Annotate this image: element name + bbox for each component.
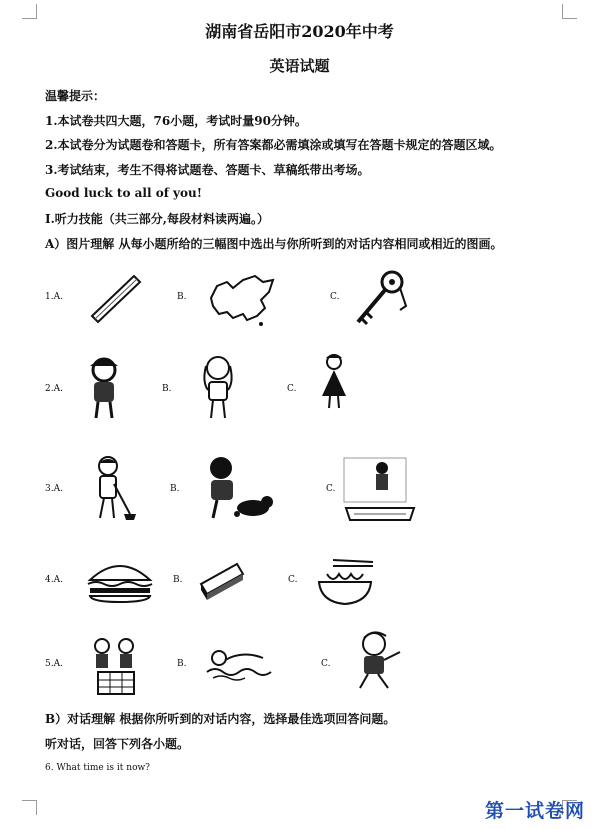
notes-heading: 温馨提示： — [45, 89, 106, 103]
q1-option-c: C. — [330, 292, 340, 302]
q4-option-c: C. — [288, 575, 298, 585]
q1-option-b: B. — [177, 292, 187, 302]
note-3: 3.考试结束，考生不得将试题卷、答题卡、草稿纸带出考场。 — [45, 163, 370, 177]
note-1: 1.本试卷共四大题，76小题，考试时量90分钟。 — [45, 114, 307, 128]
girl-with-dog-image — [197, 452, 277, 524]
q5-option-b: B. — [177, 659, 187, 669]
q2-option-c: C. — [287, 384, 297, 394]
question-6: 6. What time is it now? — [45, 763, 151, 773]
listen-instruction: 听对话，回答下列各小题。 — [45, 737, 190, 751]
hamburger-image — [84, 558, 156, 604]
crop-mark-top-right — [562, 4, 577, 19]
watermark-logo: 第一试卷网 — [484, 800, 585, 822]
q3-label: 3.A. — [45, 484, 63, 494]
q4-option-b: B. — [173, 575, 183, 585]
section1-heading: I.听力技能（共三部分,每段材料读两遍。） — [45, 212, 269, 226]
page-title: 湖南省岳阳市2020年中考 — [205, 22, 394, 41]
noodles-image — [313, 556, 377, 608]
q5-label: 5.A. — [45, 659, 63, 669]
map-image — [203, 272, 278, 328]
q3-option-b: B. — [170, 484, 180, 494]
q2-option-b: B. — [162, 384, 172, 394]
child-playing-image — [346, 628, 408, 694]
part-a-instruction: A）图片理解 从每小题所给的三幅图中选出与你所听到的对话内容相同或相近的图画。 — [45, 237, 503, 251]
swimmer-image — [203, 644, 275, 684]
crop-mark-top-left — [22, 4, 37, 19]
page-subtitle: 英语试题 — [269, 57, 330, 75]
ruler-image — [88, 272, 142, 324]
key-image — [348, 266, 410, 328]
woman-at-table-image — [342, 452, 418, 522]
girl-with-long-hair-image — [196, 352, 242, 422]
two-kids-image — [88, 636, 144, 698]
q2-label: 2.A. — [45, 384, 63, 394]
crop-mark-bottom-left — [22, 800, 37, 815]
note-2: 2.本试卷分为试题卷和答题卡，所有答案都必需填涂或填写在答题卡规定的答题区域。 — [45, 138, 502, 152]
good-luck-text: Good luck to all of you! — [45, 186, 203, 200]
boy-sweeping-image — [88, 454, 138, 524]
q1-label: 1.A. — [45, 292, 63, 302]
part-b-instruction: B）对话理解 根据你所听到的对话内容，选择最佳选项回答问题。 — [45, 712, 396, 726]
girl-in-dress-image — [316, 352, 352, 410]
sandwich-image — [197, 560, 247, 602]
q4-label: 4.A. — [45, 575, 63, 585]
girl-with-hat-image — [84, 354, 124, 422]
q3-option-c: C. — [326, 484, 336, 494]
q5-option-c: C. — [321, 659, 331, 669]
